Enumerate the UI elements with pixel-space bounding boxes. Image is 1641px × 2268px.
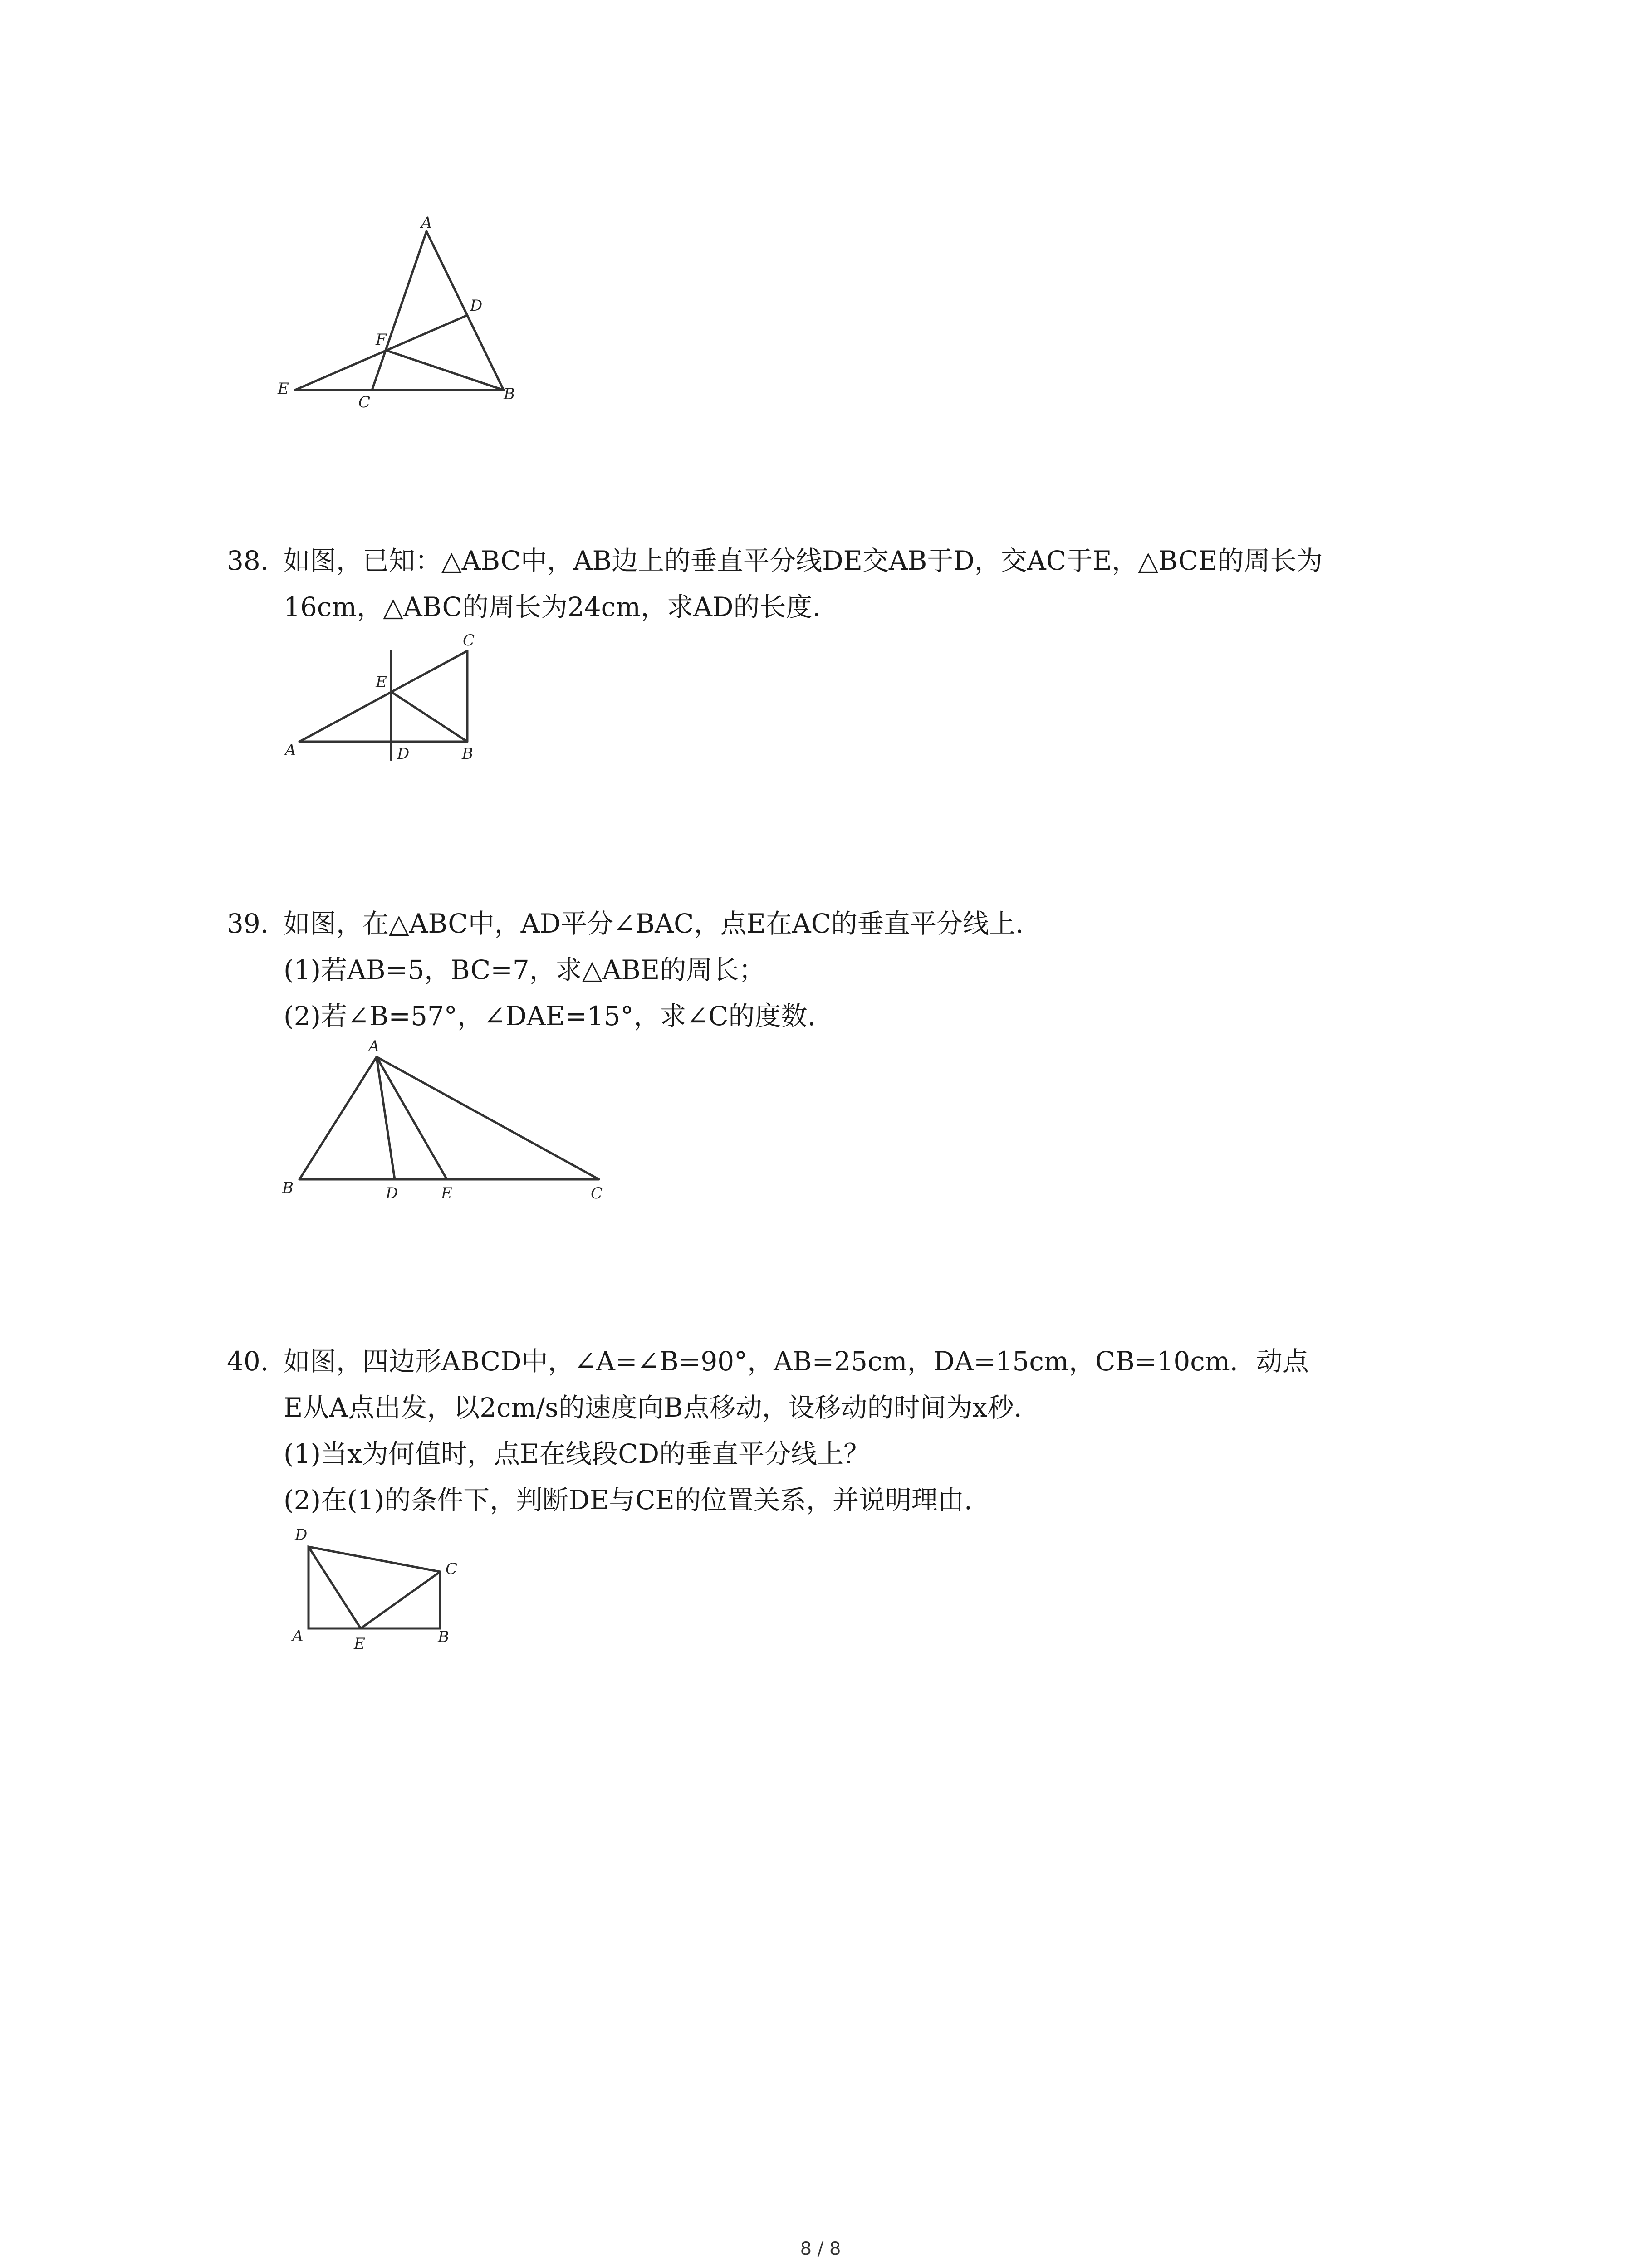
problem-part-1: (1)若AB=5，BC=7，求△ABE的周长； [284,954,765,985]
problem-part-2: (2)若∠B=57°，∠DAE=15°，求∠C的度数. [284,1001,816,1031]
problem-number: 40. [227,1346,269,1377]
figure-39-triangle [272,1030,617,1207]
label-A: A [368,1037,380,1056]
problem-40 [227,1338,1309,1523]
label-C: C [358,393,371,411]
label-B: B [282,1179,294,1197]
label-B: B [504,385,515,403]
problem-text-line-2: 16cm，△ABC的周长为24cm，求AD的长度. [284,591,821,622]
label-A: A [285,741,296,759]
figure-38-triangle [272,628,499,764]
problem-text-line-1: 如图，四边形ABCD中，∠A=∠B=90°，AB=25cm，DA=15cm，CB=10cm．动点 [284,1346,1309,1377]
problem-39 [227,900,1024,1039]
problem-part-1: (1)当x为何值时，点E在线段CD的垂直平分线上？ [284,1438,870,1469]
label-C: C [463,631,475,650]
label-E: E [376,673,387,691]
label-C: C [446,1560,458,1578]
label-B: B [438,1628,449,1646]
figure-37-triangle [272,213,544,413]
problem-text-line-1: 如图，在△ABC中，AD平分∠BAC，点E在AC的垂直平分线上. [284,908,1024,939]
page-number: 8 / 8 [800,2239,841,2259]
problem-number: 38. [227,545,269,576]
label-E: E [354,1635,365,1653]
label-D: D [397,745,410,763]
problem-text-line-1: 如图，已知：△ABC中，AB边上的垂直平分线DE交AB于D，交AC于E，△BCE的周长为 [284,545,1323,576]
label-D: D [386,1184,398,1202]
label-A: A [292,1627,304,1645]
problem-part-2: (2)在(1)的条件下，判断DE与CE的位置关系，并说明理由. [284,1485,973,1515]
label-D: D [470,297,483,315]
label-F: F [376,331,387,349]
figure-40-quadrilateral [281,1520,472,1665]
label-E: E [441,1184,452,1202]
problem-number: 39. [227,908,269,939]
problem-text-line-2: E从A点出发，以2cm/s的速度向B点移动，设移动的时间为x秒. [284,1392,1022,1423]
label-A: A [421,214,432,232]
label-C: C [591,1184,603,1202]
label-B: B [462,745,473,763]
label-E: E [278,380,289,398]
problem-38 [227,538,1323,630]
label-D: D [295,1526,308,1544]
